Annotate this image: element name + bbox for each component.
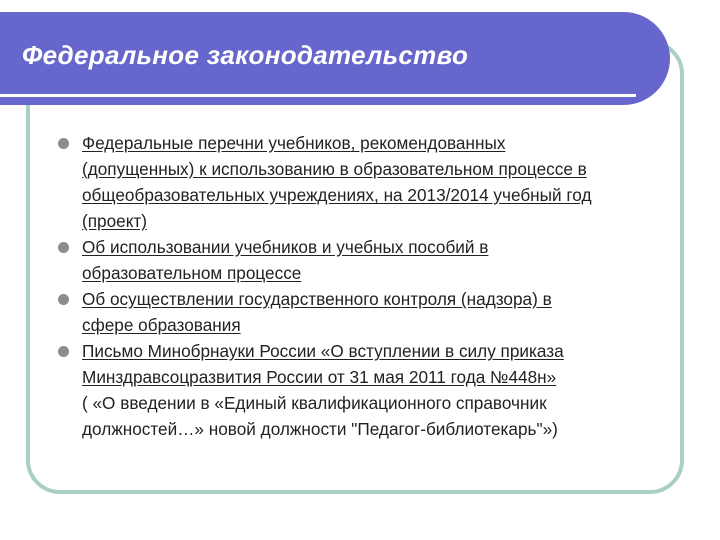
list-item-note: ( «О введении в «Единый квалификационного справочник xyxy=(82,393,547,413)
bullet-dot-icon xyxy=(58,138,69,149)
list-item-link[interactable]: (допущенных) к использованию в образовательном процессе в xyxy=(82,159,587,179)
list-item xyxy=(56,286,686,338)
bullet-dot-icon xyxy=(58,294,69,305)
list-item-link[interactable]: Письмо Минобрнауки России «О вступлении в силу приказа xyxy=(82,341,564,361)
slide-title: Федеральное законодательство xyxy=(22,40,469,70)
list-item-link[interactable]: Об использовании учебников и учебных пособий в xyxy=(82,237,489,257)
list-item-link[interactable]: Об осуществлении государственного контроля (надзора) в xyxy=(82,289,552,309)
title-divider xyxy=(0,94,636,97)
list-item-link[interactable]: образовательном процессе xyxy=(82,263,302,283)
list-item-link[interactable]: сфере образования xyxy=(82,315,241,335)
bullet-dot-icon xyxy=(58,242,69,253)
list-item-note: должностей…» новой должности "Педагог-библиотекарь"») xyxy=(82,419,558,439)
list-item-link[interactable]: Минздравсоцразвития России от 31 мая 2011 года №448н» xyxy=(82,367,557,387)
list-item xyxy=(56,234,686,286)
list-item-link[interactable]: (проект) xyxy=(82,211,148,231)
list-item xyxy=(56,130,686,234)
list-item-link[interactable]: Федеральные перечни учебников, рекомендованных xyxy=(82,133,506,153)
bullet-list xyxy=(56,130,686,442)
list-item xyxy=(56,338,686,442)
list-item-link[interactable]: общеобразовательных учреждениях, на 2013/2014 учебный год xyxy=(82,185,592,205)
bullet-dot-icon xyxy=(58,346,69,357)
